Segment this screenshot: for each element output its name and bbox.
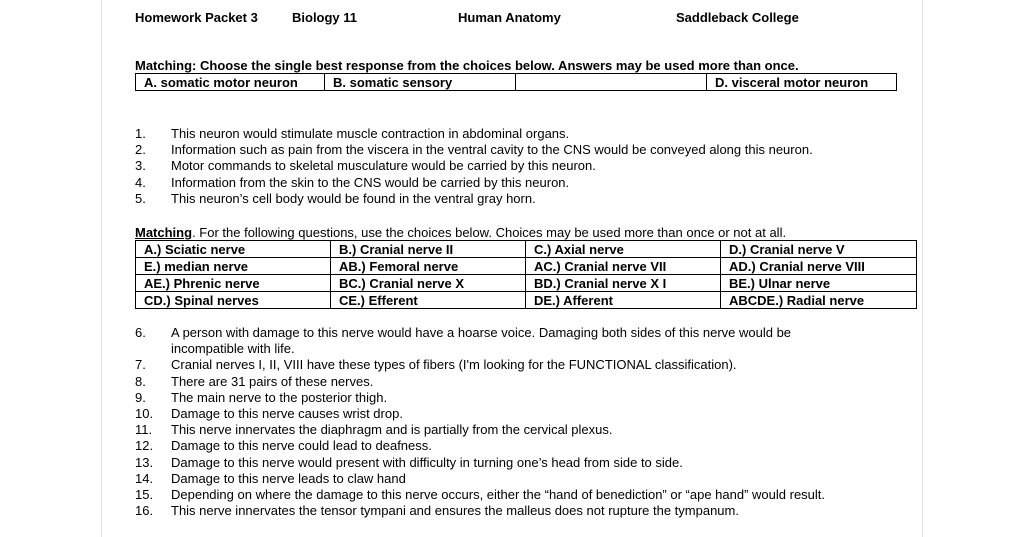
choice-cell: BE.) Ulnar nerve bbox=[721, 275, 917, 292]
question-number: 14. bbox=[135, 470, 154, 486]
choice-cell: DE.) Afferent bbox=[526, 292, 721, 309]
choice-cell: AB.) Femoral nerve bbox=[331, 258, 526, 275]
question-item bbox=[135, 175, 813, 191]
question-number: 3. bbox=[135, 158, 146, 174]
question-item bbox=[135, 158, 813, 174]
question-item bbox=[135, 422, 825, 438]
question-number: 8. bbox=[135, 373, 146, 389]
question-item bbox=[135, 357, 825, 373]
question-number: 4. bbox=[135, 174, 146, 190]
choice-cell: B. somatic sensory bbox=[325, 74, 516, 91]
question-number bbox=[135, 341, 171, 357]
choice-cell: AE.) Phrenic nerve bbox=[136, 275, 331, 292]
header-course: Biology 11 bbox=[292, 10, 358, 25]
question-number: 16. bbox=[135, 503, 154, 519]
choice-cell: B.) Cranial nerve II bbox=[331, 241, 526, 258]
choices-row bbox=[136, 292, 917, 309]
question-item bbox=[135, 325, 825, 341]
section1-choices-table bbox=[135, 73, 897, 91]
question-item bbox=[135, 487, 825, 503]
question-text: This nerve innervates the diaphragm and is partially from the cervical plexus. bbox=[171, 422, 613, 438]
choice-cell: D. visceral motor neuron bbox=[707, 74, 897, 91]
question-item bbox=[135, 374, 825, 390]
choice-cell: C.) Axial nerve bbox=[526, 241, 721, 258]
question-text: Damage to this nerve could lead to deafness. bbox=[171, 438, 432, 454]
choice-cell: AD.) Cranial nerve VIII bbox=[721, 258, 917, 275]
question-number: 6. bbox=[135, 325, 146, 340]
header-school: Saddleback College bbox=[676, 10, 799, 25]
choices-row bbox=[136, 258, 917, 275]
question-number: 1. bbox=[135, 126, 146, 141]
section2-label: Matching bbox=[135, 225, 193, 240]
section2-instructions-text: . For the following questions, use the choices below. Choices may be used more than once or not at all. bbox=[192, 225, 787, 240]
section2-instructions bbox=[135, 225, 786, 240]
question-text: Depending on where the damage to this nerve occurs, either the “hand of benediction” or “ape hand” would result. bbox=[171, 487, 826, 503]
question-text: This nerve innervates the tensor tympani and ensures the malleus does not rupture the tympanum. bbox=[171, 503, 739, 519]
question-number: 9. bbox=[135, 389, 146, 405]
question-text: Information such as pain from the viscera in the ventral cavity to the CNS would be conveyed along this neuron. bbox=[171, 142, 813, 158]
section2-question-list bbox=[135, 325, 825, 519]
choice-cell: CD.) Spinal nerves bbox=[136, 292, 331, 309]
choice-cell: AC.) Cranial nerve VII bbox=[526, 258, 721, 275]
choice-cell bbox=[516, 74, 707, 91]
question-text: Damage to this nerve leads to claw hand bbox=[171, 470, 406, 486]
question-text: incompatible with life. bbox=[171, 341, 295, 357]
question-text: Damage to this nerve causes wrist drop. bbox=[171, 406, 403, 422]
choice-cell: CE.) Efferent bbox=[331, 292, 526, 309]
question-item bbox=[135, 471, 825, 487]
question-text: There are 31 pairs of these nerves. bbox=[171, 373, 374, 389]
choice-cell: BC.) Cranial nerve X bbox=[331, 275, 526, 292]
section2-choices-table bbox=[135, 240, 917, 309]
question-number: 10. bbox=[135, 406, 154, 422]
question-item bbox=[135, 503, 825, 519]
question-item bbox=[135, 406, 825, 422]
choices-row bbox=[136, 241, 917, 258]
question-number: 7. bbox=[135, 357, 146, 373]
choice-cell: A. somatic motor neuron bbox=[136, 74, 325, 91]
choice-cell: E.) median nerve bbox=[136, 258, 331, 275]
question-text: Cranial nerves I, II, VIII have these types of fibers (I'm looking for the FUNCTIONAL classification). bbox=[171, 357, 737, 373]
question-text: Information from the skin to the CNS would be carried by this neuron. bbox=[171, 174, 570, 190]
question-number: 5. bbox=[135, 190, 146, 206]
question-item bbox=[135, 126, 813, 142]
question-number: 15. bbox=[135, 487, 154, 503]
question-number: 13. bbox=[135, 454, 154, 470]
question-number: 2. bbox=[135, 142, 146, 158]
section1-question-list bbox=[135, 126, 813, 207]
choice-cell: BD.) Cranial nerve X I bbox=[526, 275, 721, 292]
header-packet: Homework Packet 3 bbox=[135, 10, 258, 25]
choice-cell: ABCDE.) Radial nerve bbox=[721, 292, 917, 309]
question-item bbox=[135, 191, 813, 207]
question-text: A person with damage to this nerve would have a hoarse voice. Damaging both sides of this nerve would be bbox=[171, 325, 792, 340]
question-text: This neuron would stimulate muscle contraction in abdominal organs. bbox=[171, 126, 570, 141]
question-text: Motor commands to skeletal musculature would be carried by this neuron. bbox=[171, 158, 596, 174]
choice-cell: D.) Cranial nerve V bbox=[721, 241, 917, 258]
choices-row bbox=[136, 275, 917, 292]
question-continuation bbox=[135, 341, 825, 357]
header-subject: Human Anatomy bbox=[458, 10, 561, 25]
question-item bbox=[135, 438, 825, 454]
question-text: This neuron’s cell body would be found in the ventral gray horn. bbox=[171, 190, 536, 206]
question-number: 11. bbox=[135, 422, 153, 438]
question-text: The main nerve to the posterior thigh. bbox=[171, 389, 388, 405]
question-item bbox=[135, 455, 825, 471]
section1-instructions: Matching: Choose the single best response from the choices below. Answers may be used more than once. bbox=[135, 58, 799, 73]
question-item bbox=[135, 390, 825, 406]
question-text: Damage to this nerve would present with difficulty in turning one’s head from side to side. bbox=[171, 454, 683, 470]
choice-cell: A.) Sciatic nerve bbox=[136, 241, 331, 258]
question-number: 12. bbox=[135, 438, 154, 454]
question-item bbox=[135, 142, 813, 158]
